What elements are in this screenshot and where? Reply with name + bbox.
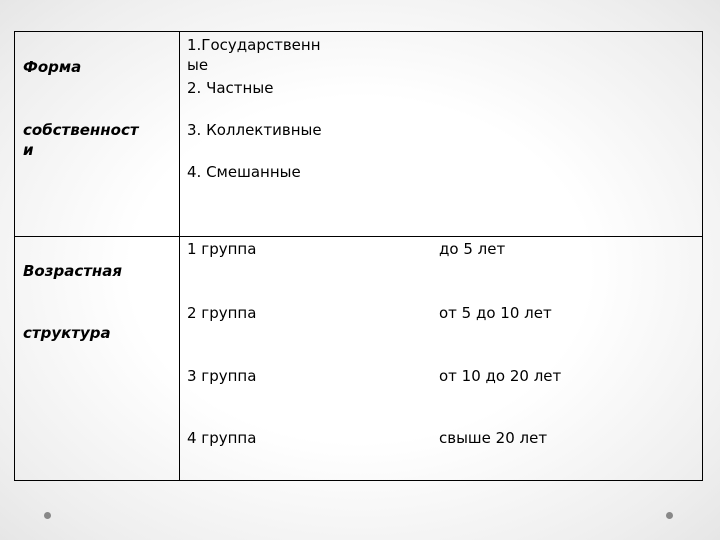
ownership-label-line2b: и [23,141,34,159]
decor-dot-right [666,512,673,519]
row-divider [15,236,702,237]
ownership-item-3: 3. Коллективные [187,121,322,139]
ownership-label-line1: Форма [23,58,82,76]
decor-dot-left [44,512,51,519]
age-label-line2: структура [23,324,111,342]
ownership-age-table [14,31,703,481]
column-divider [179,32,180,480]
ownership-item-1b: ые [187,56,209,74]
ownership-item-1a: 1.Государственн [187,36,321,54]
ownership-item-2: 2. Частные [187,79,274,97]
group-1-name: 1 группа [187,240,257,258]
group-4-name: 4 группа [187,429,257,447]
group-2-name: 2 группа [187,304,257,322]
group-2-age: от 5 до 10 лет [439,304,552,322]
ownership-item-4: 4. Смешанные [187,163,301,181]
group-1-age: до 5 лет [439,240,506,258]
age-label-line1: Возрастная [23,262,123,280]
group-3-age: от 10 до 20 лет [439,367,562,385]
ownership-label-line2a: собственност [23,121,139,139]
group-4-age: свыше 20 лет [439,429,548,447]
group-3-name: 3 группа [187,367,257,385]
